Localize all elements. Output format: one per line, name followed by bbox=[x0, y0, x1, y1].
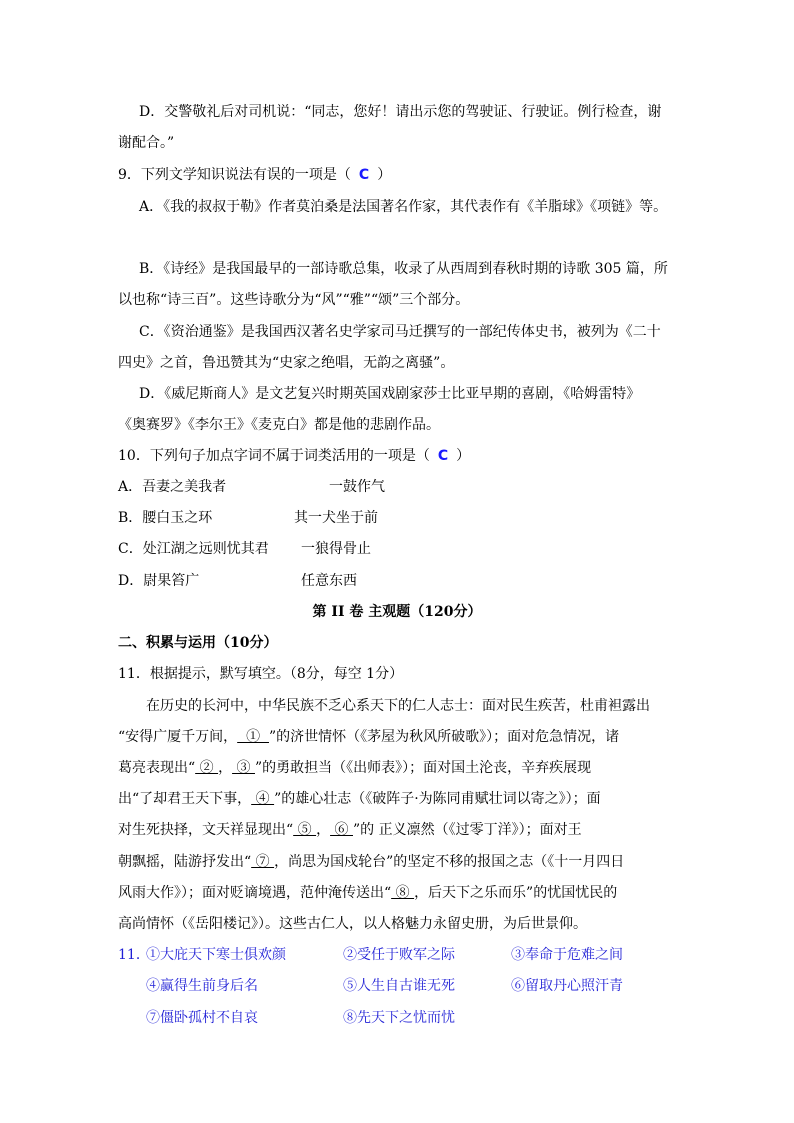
blank-3: ③ bbox=[232, 760, 255, 776]
q9-stem-suffix: ） bbox=[377, 167, 392, 183]
blank-1: ① bbox=[237, 729, 269, 745]
q9-option-c-line2: 四史》之首，鲁迅赞其为“史家之绝唱，无韵之离骚”。 bbox=[118, 355, 455, 371]
q10-stem bbox=[118, 446, 470, 466]
q9-option-d-line2: 《奥赛罗》《李尔王》《麦克白》都是他的悲剧作品。 bbox=[118, 417, 440, 433]
q11-paragraph-line3: 葛亮表现出“ ② ， ③ ”的勇敢担当（《出师表》）；面对国土沦丧，辛弃疾展现 bbox=[118, 760, 592, 776]
q10-option-d-right: 任意东西 bbox=[301, 573, 357, 589]
q11-answer-1: ①大庇天下寒士俱欢颜 bbox=[146, 947, 286, 963]
q9-option-b-line2: 以也称“诗三百”。这些诗歌分为“风”“雅”“颂”三个部分。 bbox=[118, 292, 470, 308]
q9-option-d-line1: D．《威尼斯商人》是文艺复兴时期英国戏剧家莎士比亚早期的喜剧，《哈姆雷特》 bbox=[139, 386, 641, 402]
q11-stem: 11．根据提示，默写填空。（8分，每空 1分） bbox=[118, 666, 404, 682]
blank-8: ⑧ bbox=[391, 885, 415, 901]
q10-option-a-right: 一鼓作气 bbox=[329, 479, 385, 495]
q11-paragraph-line5: 对生死抉择，文天祥显现出“ ⑤ ， ⑥ ”的 正义凛然（《过零丁洋》）；面对王 bbox=[118, 822, 582, 838]
q10-option-b-right: 其一犬坐于前 bbox=[294, 510, 378, 526]
q11-paragraph-line6: 朝飘摇，陆游抒发出“ ⑦ ，尚思为国戍轮台”的坚定不移的报国之志（《十一月四日 bbox=[118, 854, 625, 870]
volume-title: 第 II 卷 主观题（120分） bbox=[312, 604, 482, 620]
q11-answer-2: ②受任于败军之际 bbox=[343, 947, 455, 963]
q11-answer-7: ⑦僵卧孤村不自哀 bbox=[146, 1010, 258, 1026]
q10-option-b-left: B．腰白玉之环 bbox=[118, 510, 213, 526]
blank-4: ④ bbox=[251, 791, 275, 807]
q8-option-d-line2: 谢配合。” bbox=[118, 135, 175, 151]
q11-paragraph-line1: 在历史的长河中，中华民族不乏心系天下的仁人志士：面对民生疾苦，杜甫袒露出 bbox=[146, 698, 650, 714]
q11-answers-label: 11． bbox=[118, 947, 150, 963]
q11-paragraph-line4: 出“了却君王天下事， ④ ”的雄心壮志（《破阵子·为陈同甫赋壮词以寄之》）；面 bbox=[118, 791, 601, 807]
q10-option-a-left: A．吾妻之美我者 bbox=[118, 479, 227, 495]
q10-option-c-left: C．处江湖之远则忧其君 bbox=[118, 541, 269, 557]
q9-stem bbox=[118, 165, 391, 185]
q11-paragraph-line7: 风雨大作》）；面对贬谪境遇，范仲淹传送出“ ⑧ ，后天下之乐而乐”的忧国忧民的 bbox=[118, 885, 618, 901]
blank-2: ② bbox=[195, 760, 219, 776]
q9-option-c-line1: C．《资治通鉴》是我国西汉著名史学家司马迁撰写的一部纪传体史书，被列为《二十 bbox=[139, 324, 661, 340]
q10-answer: C bbox=[437, 448, 449, 464]
q10-option-d-left: D．尉果笞广 bbox=[118, 573, 200, 589]
blank-6: ⑥ bbox=[330, 822, 353, 838]
blank-7: ⑦ bbox=[251, 854, 275, 870]
q11-paragraph-line8: 高尚情怀（《岳阳楼记》）。这些古仁人，以人格魅力永留史册，为后世景仰。 bbox=[118, 916, 587, 932]
part-title: 二、积累与运用（10分） bbox=[118, 635, 278, 651]
q11-answer-3: ③奉命于危难之间 bbox=[511, 947, 623, 963]
q9-answer: C bbox=[358, 167, 370, 183]
q11-answer-8: ⑧先天下之忧而忧 bbox=[343, 1010, 455, 1026]
q11-answer-5: ⑤人生自古谁无死 bbox=[343, 978, 455, 994]
q10-stem-prefix: 10．下列句子加点字词不属于词类活用的一项是（ bbox=[118, 448, 430, 464]
q11-answer-4: ④赢得生前身后名 bbox=[146, 978, 258, 994]
q11-paragraph-line2: “安得广厦千万间， ① ”的济世情怀（《茅屋为秋风所破歌》）；面对危急情况，诸 bbox=[118, 729, 620, 745]
q9-option-a: A．《我的叔叔于勒》作者莫泊桑是法国著名作家，其代表作有《羊脂球》《项链》等。 bbox=[139, 199, 668, 215]
q10-stem-suffix: ） bbox=[456, 448, 471, 464]
q9-option-b-line1: B．《诗经》是我国最早的一部诗歌总集，收录了从西周到春秋时期的诗歌 305 篇，所 bbox=[139, 261, 668, 277]
q8-option-d-line1: D．交警敬礼后对司机说：“同志，您好！请出示您的驾驶证、行驶证。例行检查，谢 bbox=[139, 104, 662, 120]
blank-5: ⑤ bbox=[293, 822, 317, 838]
q11-answer-6: ⑥留取丹心照汗青 bbox=[511, 978, 623, 994]
q10-option-c-right: 一狼得骨止 bbox=[301, 541, 371, 557]
q9-stem-prefix: 9．下列文学知识说法有误的一项是（ bbox=[118, 167, 351, 183]
